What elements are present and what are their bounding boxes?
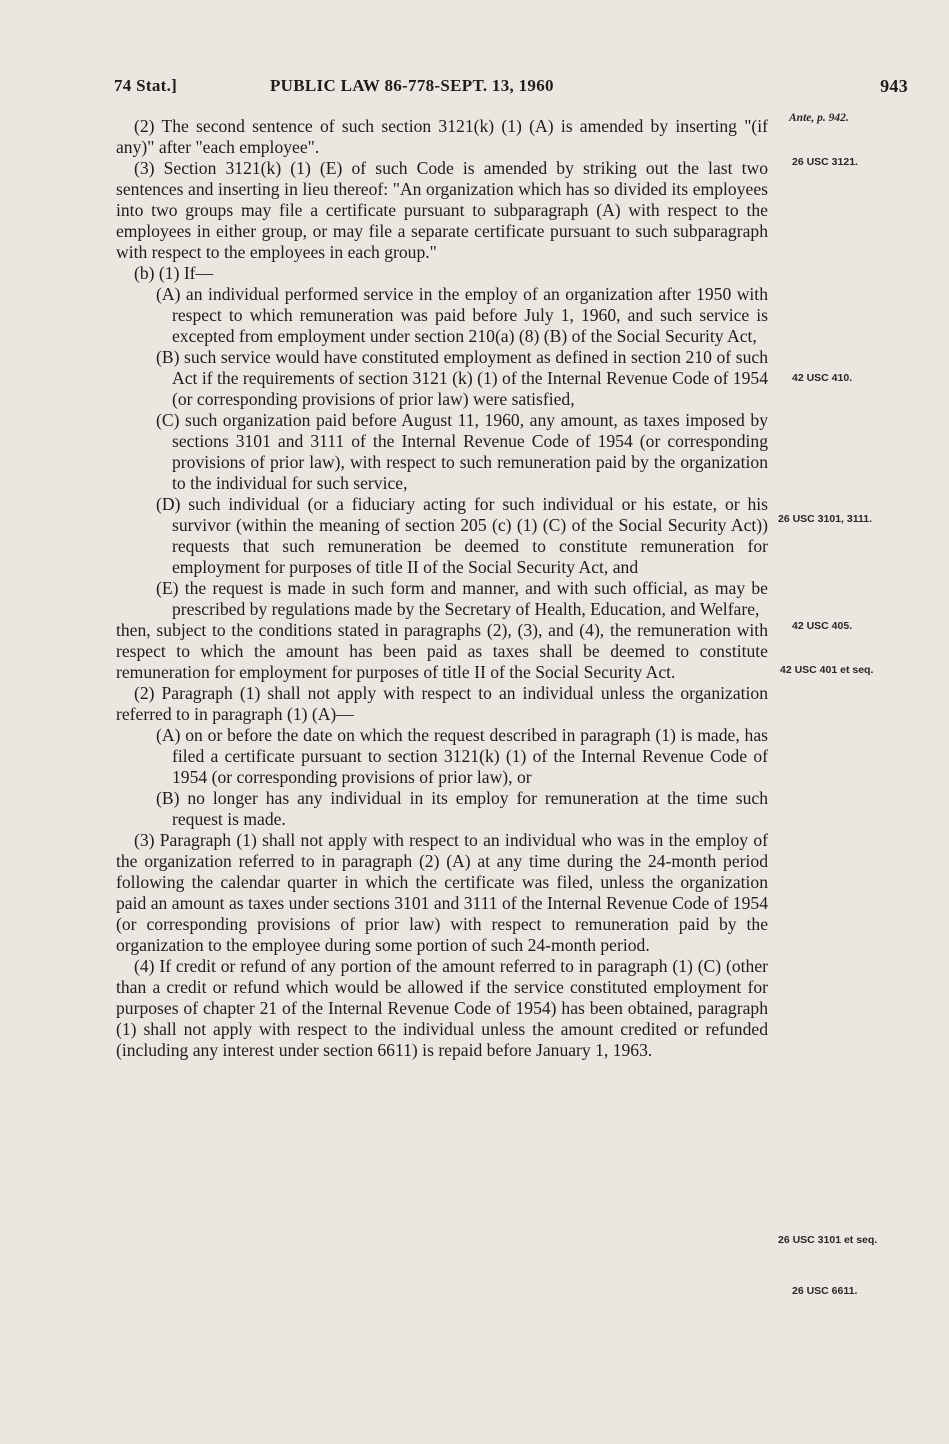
subparagraph: (B) such service would have constituted employment as defined in section 210 of such Act if the requirements of section 3121 (k) (1) of the Internal Revenue Code of 1954 (or corresponding provisions of prior law) were satisfied, (156, 347, 768, 409)
paragraph: (3) Section 3121(k) (1) (E) of such Code is amended by striking out the last two sentences and inserting in lieu thereof: "An organization which has so divided its employees into two groups may file a certificate pursuant to subparagraph (A) with respect to the employees in either group, or may file a separate certificate pursuant to such subparagraph with respect to the employees in each group." (116, 158, 768, 262)
document-body (116, 116, 768, 1061)
margin-note: 42 USC 401 et seq. (780, 664, 874, 676)
margin-note: 26 USC 3121. (792, 156, 858, 168)
margin-note: 42 USC 410. (792, 372, 853, 384)
paragraph: (2) The second sentence of such section 3121(k) (1) (A) is amended by inserting "(if any)" after "each employee". (116, 116, 768, 157)
subparagraph: (E) the request is made in such form and manner, and with such official, as may be prescribed by regulations made by the Secretary of Health, Education, and Welfare, (156, 578, 768, 619)
paragraph: (4) If credit or refund of any portion of the amount referred to in paragraph (1) (C) (other than a credit or refund which would be allowed if the service constituted employment for purposes of chapter 21 of the Internal Revenue Code of 1954) has been obtained, paragraph (1) shall not apply with respect to the individual unless the amount credited or refunded (including any interest under section 6611) is repaid before January 1, 1963. (116, 956, 768, 1060)
margin-note: 26 USC 3101, 3111. (778, 513, 872, 525)
subparagraph: (A) on or before the date on which the request described in paragraph (1) is made, has filed a certificate pursuant to section 3121(k) (1) of the Internal Revenue Code of 1954 (or corresponding provisions of prior law), or (156, 725, 768, 787)
paragraph: (3) Paragraph (1) shall not apply with respect to an individual who was in the employ of the organization referred to in paragraph (2) (A) at any time during the 24-month period following the calendar quarter in which the certificate was filed, unless the organization paid an amount as taxes under sections 3101 and 3111 of the Internal Revenue Code of 1954 (or corresponding provisions of prior law) with respect to remuneration paid by the organization to the employee during some portion of such 24-month period. (116, 830, 768, 955)
paragraph: (b) (1) If— (134, 263, 214, 283)
margin-note: Ante, p. 942. (789, 112, 849, 124)
page-title: PUBLIC LAW 86-778-SEPT. 13, 1960 (270, 76, 554, 95)
margin-note: 26 USC 6611. (792, 1285, 858, 1297)
subparagraph: (D) such individual (or a fiduciary acting for such individual or his estate, or his survivor (within the meaning of section 205 (c) (1) (C) of the Social Security Act)) requests that such remuneration be deemed to constitute remuneration for employment for purposes of title II of the Social Security Act, and (156, 494, 768, 577)
page-header (114, 76, 908, 100)
page-number: 943 (880, 76, 908, 96)
margin-note: 26 USC 3101 et seq. (778, 1234, 878, 1246)
paragraph: (2) Paragraph (1) shall not apply with respect to an individual unless the organization referred to in paragraph (1) (A)— (116, 683, 768, 724)
subparagraph: (B) no longer has any individual in its employ for remuneration at the time such request is made. (156, 788, 768, 829)
stat-reference: 74 Stat.] (114, 76, 178, 95)
subparagraph: (C) such organization paid before August 11, 1960, any amount, as taxes imposed by sections 3101 and 3111 of the Internal Revenue Code of 1954 (or corresponding provisions of prior law), with respect to such remuneration paid by the organization to the individual for such service, (156, 410, 768, 493)
subparagraph: (A) an individual performed service in the employ of an organization after 1950 with respect to which remuneration was paid before July 1, 1960, and such service is excepted from employment under section 210(a) (8) (B) of the Social Security Act, (156, 284, 768, 346)
paragraph: then, subject to the conditions stated in paragraphs (2), (3), and (4), the remuneration with respect to which the amount has been paid as taxes shall be deemed to constitute remuneration for employment for purposes of title II of the Social Security Act. (116, 620, 768, 682)
margin-note: 42 USC 405. (792, 620, 853, 632)
